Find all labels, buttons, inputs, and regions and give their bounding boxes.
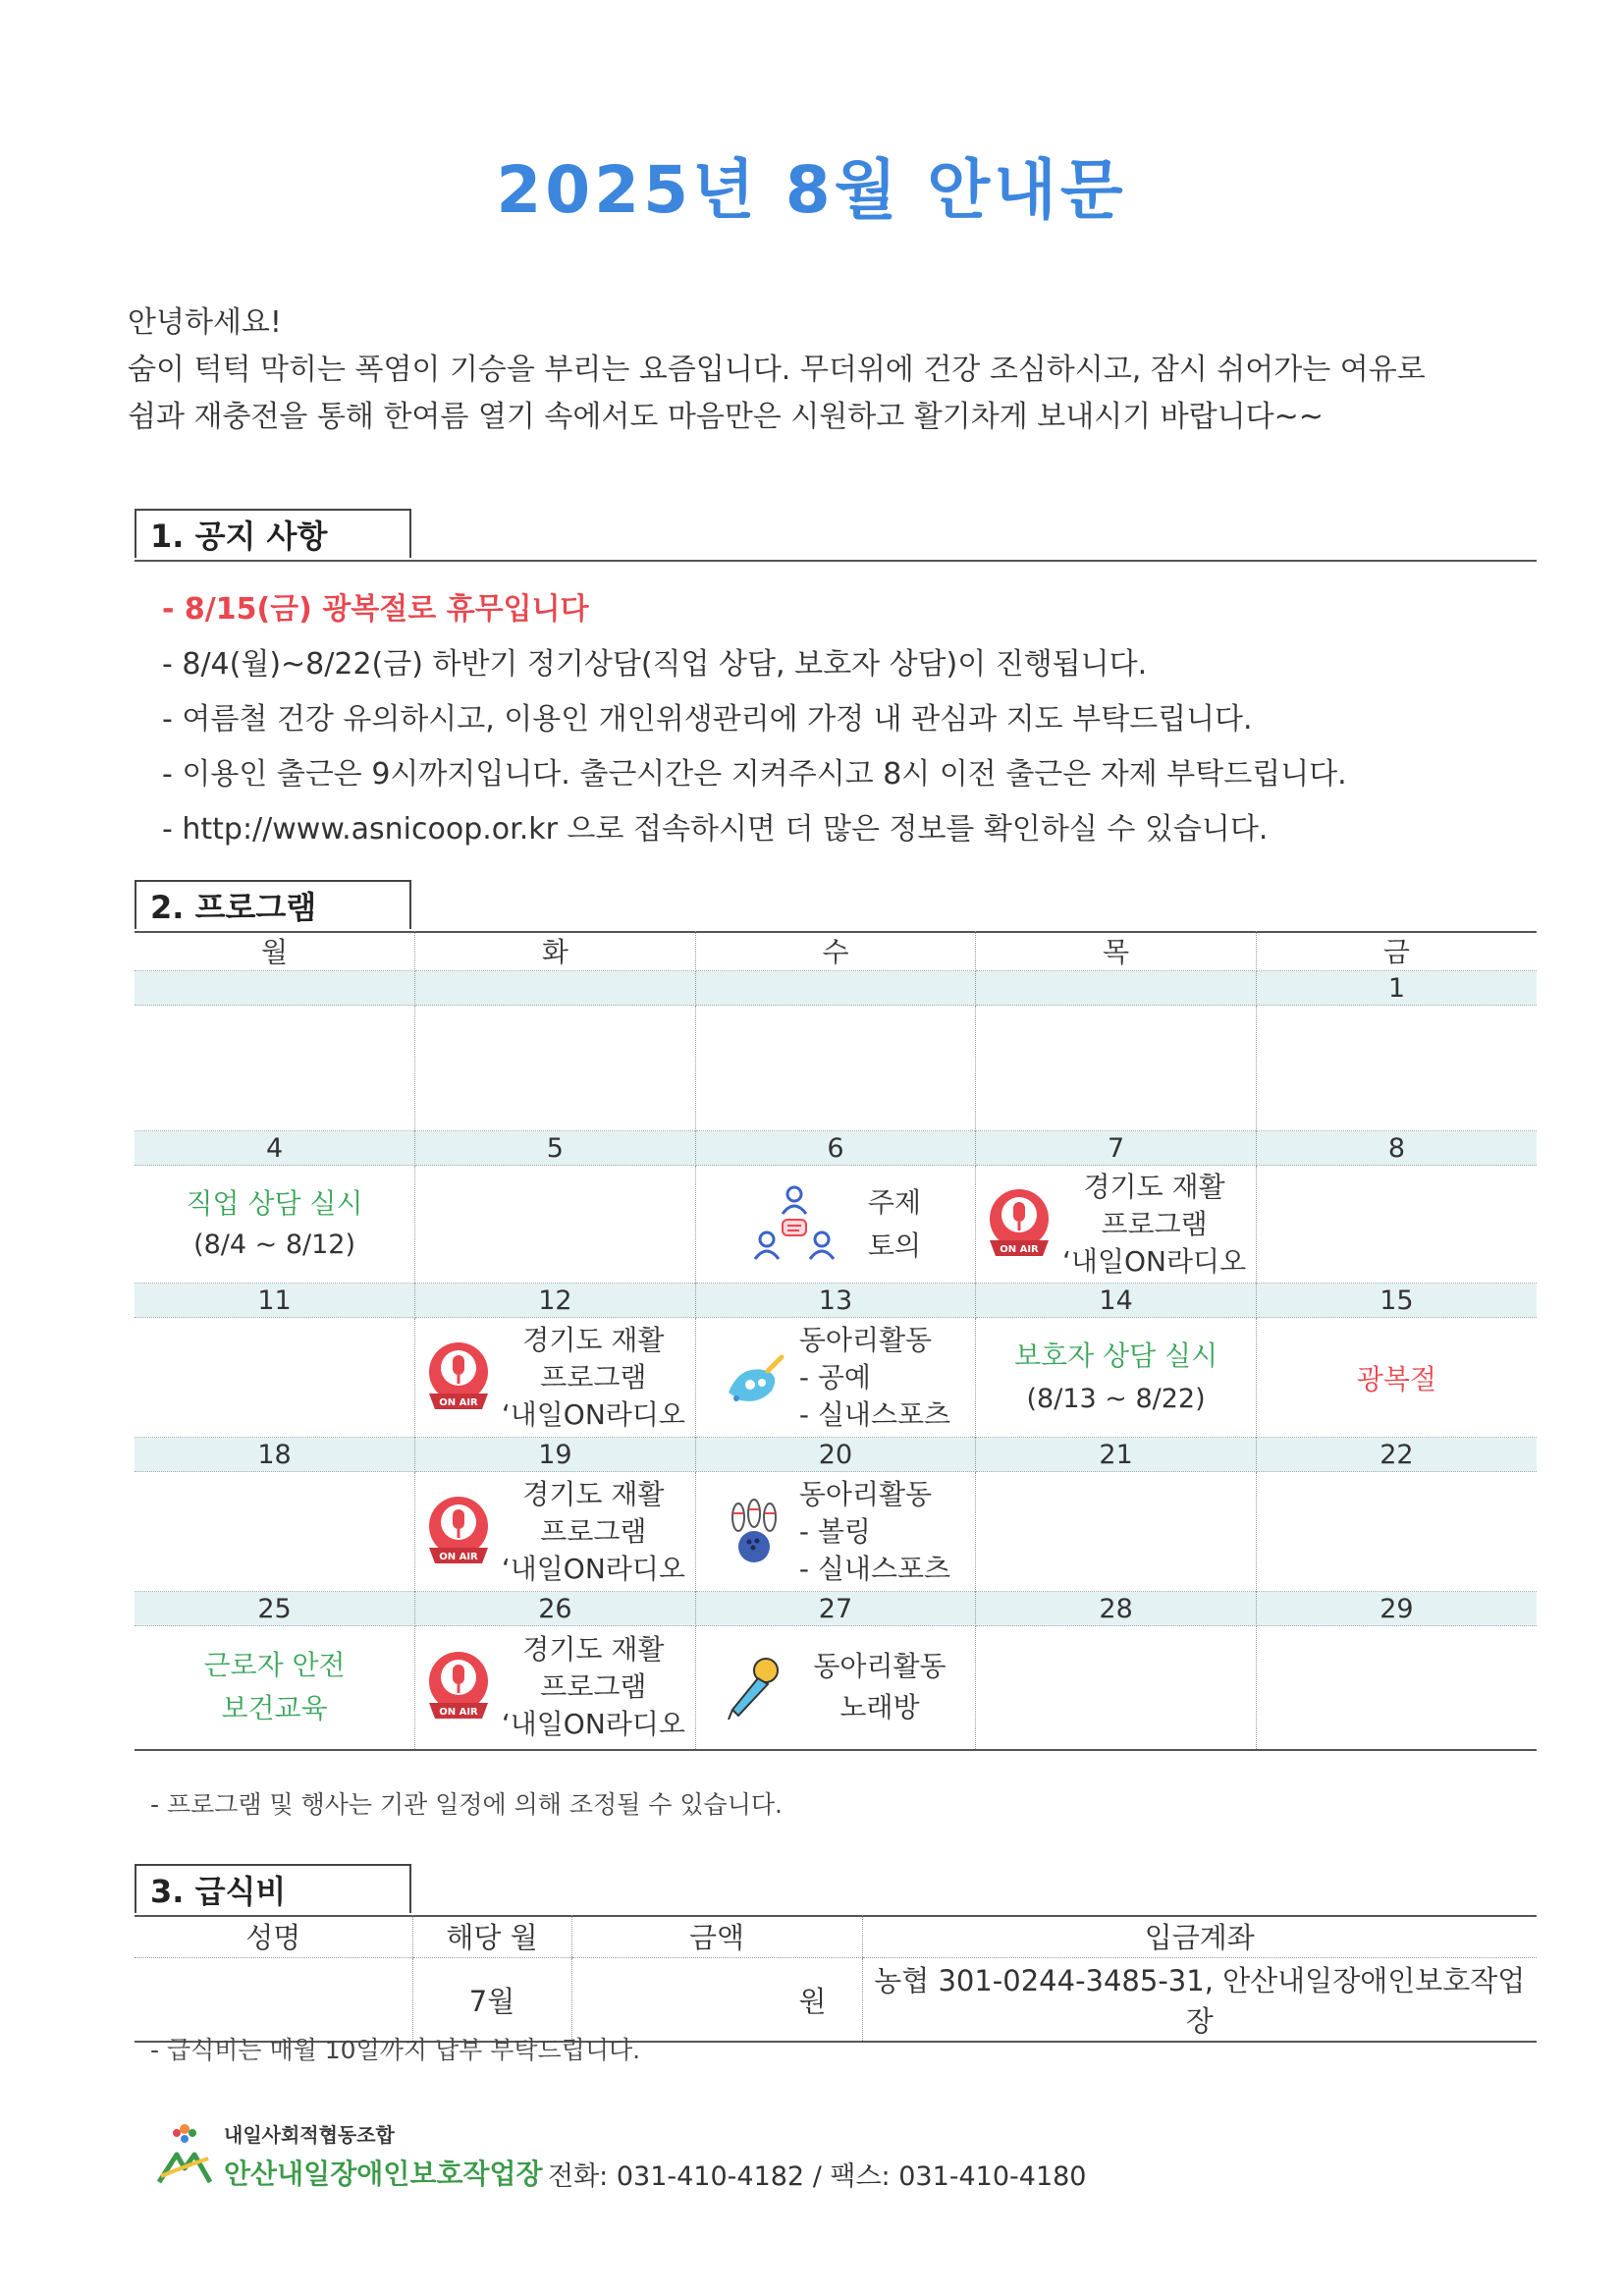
club-line: - 볼링 xyxy=(798,1514,871,1548)
notice-item: - 이용인 출근은 9시까지입니다. 출근시간은 지켜주시고 8시 이전 출근은 자제 부탁드립니다. xyxy=(162,757,1347,792)
date-cell-holiday: 15 xyxy=(1256,1284,1537,1318)
event-cell xyxy=(695,1472,976,1592)
date-cell xyxy=(415,971,696,1006)
section-meal-header xyxy=(135,1864,1537,1917)
club-line: 동아리활동 xyxy=(798,1477,933,1510)
org-name: 안산내일장애인보호작업장 xyxy=(224,2158,543,2190)
event-cell xyxy=(415,1006,696,1131)
program-note: - 프로그램 및 행사는 기관 일정에 의해 조정될 수 있습니다. xyxy=(150,1790,783,1819)
radio-line: 경기도 재활 xyxy=(522,1323,665,1356)
radio-line: ‘내일ON라디오 xyxy=(501,1397,685,1431)
date-cell: 11 xyxy=(135,1284,415,1318)
job-counsel-label: 직업 상담 실시 xyxy=(186,1186,363,1220)
radio-line: 프로그램 xyxy=(540,1514,647,1548)
meal-fee-note: - 급식비는 매월 10일까지 납부 부탁드립니다. xyxy=(150,2036,641,2064)
club-line: - 실내스포츠 xyxy=(798,1552,951,1585)
event-cell xyxy=(135,1626,415,1750)
on-air-radio-icon xyxy=(425,1493,492,1571)
radio-line: 프로그램 xyxy=(540,1670,647,1704)
page-title: 2025년 8월 안내문 xyxy=(496,152,1127,228)
section-heading: 1. 공지 사항 xyxy=(135,509,411,558)
intro-line: 안녕하세요! xyxy=(128,305,282,340)
radio-line: 경기도 재활 xyxy=(522,1633,665,1667)
event-cell xyxy=(135,1472,415,1592)
radio-line: 경기도 재활 xyxy=(522,1477,665,1510)
date-cell xyxy=(976,971,1257,1006)
date-cell: 13 xyxy=(695,1284,976,1318)
guardian-counsel-dates: (8/13 ~ 8/22) xyxy=(1026,1383,1206,1414)
account-cell: 농협 301-0244-3485-31, 안산내일장애인보호작업장 xyxy=(862,1958,1537,2043)
discussion-icon xyxy=(750,1180,839,1269)
event-cell xyxy=(695,1166,976,1284)
column-header: 금액 xyxy=(571,1915,862,1958)
guardian-counsel-label: 보호자 상담 실시 xyxy=(1014,1339,1218,1372)
date-cell: 28 xyxy=(976,1592,1257,1626)
weekday-header: 화 xyxy=(415,931,696,971)
date-cell: 22 xyxy=(1256,1438,1537,1472)
intro-line: 쉼과 재충전을 통해 한여름 열기 속에서도 마음만은 시원하고 활기차게 보내시기 바랍니다~~ xyxy=(128,400,1324,434)
date-cell xyxy=(695,971,976,1006)
date-cell: 18 xyxy=(135,1438,415,1472)
radio-line: 프로그램 xyxy=(1101,1207,1208,1240)
event-cell xyxy=(976,1006,1257,1131)
name-cell xyxy=(135,1958,412,2043)
weekday-header: 금 xyxy=(1256,931,1537,971)
amount-cell: 원 xyxy=(571,1958,862,2043)
club-line: - 공예 xyxy=(798,1360,871,1394)
safety-edu-line: 근로자 안전 xyxy=(203,1649,346,1682)
date-cell: 5 xyxy=(415,1131,696,1166)
event-cell xyxy=(1256,1166,1537,1284)
club-line: - 실내스포츠 xyxy=(798,1397,951,1431)
holiday-label: 광복절 xyxy=(1356,1362,1437,1395)
date-cell: 20 xyxy=(695,1438,976,1472)
intro-line: 숨이 턱턱 막히는 폭염이 기승을 부리는 요즘입니다. 무더위에 건강 조심하시고, 잠시 쉬어가는 여유로 xyxy=(128,353,1426,387)
org-subtitle: 내일사회적협동조합 xyxy=(224,2123,395,2147)
weekday-header: 월 xyxy=(135,931,415,971)
notice-item: - 여름철 건강 유의하시고, 이용인 개인위생관리에 가정 내 관심과 지도 부탁드립니다. xyxy=(162,702,1253,737)
event-cell xyxy=(976,1472,1257,1592)
svg-text:ON AIR: ON AIR xyxy=(1000,1243,1039,1255)
notice-item: - 8/15(금) 광복절로 휴무입니다 xyxy=(162,592,589,627)
craft-icon xyxy=(721,1343,789,1412)
on-air-radio-icon xyxy=(425,1339,492,1417)
logo-icon xyxy=(155,2119,214,2188)
notice-list xyxy=(162,582,1347,857)
date-cell: 21 xyxy=(976,1438,1257,1472)
topic-line: 주제 xyxy=(867,1185,922,1219)
event-cell xyxy=(1256,1006,1537,1131)
section-heading: 3. 급식비 xyxy=(135,1864,411,1913)
svg-text:ON AIR: ON AIR xyxy=(439,1551,478,1562)
event-cell xyxy=(415,1318,696,1438)
bowling-icon xyxy=(721,1498,789,1566)
contact-info: 전화: 031-410-4182 / 팩스: 031-410-4180 xyxy=(548,2161,1087,2192)
date-cell: 12 xyxy=(415,1284,696,1318)
program-calendar xyxy=(135,931,1537,1751)
event-cell xyxy=(135,1166,415,1284)
microphone-icon xyxy=(725,1653,784,1722)
event-cell xyxy=(415,1166,696,1284)
event-cell xyxy=(695,1626,976,1750)
event-cell xyxy=(695,1006,976,1131)
date-cell: 14 xyxy=(976,1284,1257,1318)
date-cell: 19 xyxy=(415,1438,696,1472)
date-cell xyxy=(135,971,415,1006)
radio-line: ‘내일ON라디오 xyxy=(501,1708,685,1741)
club-line: 동아리활동 xyxy=(798,1323,933,1356)
topic-line: 토의 xyxy=(867,1229,922,1262)
date-cell: 6 xyxy=(695,1131,976,1166)
event-cell xyxy=(976,1166,1257,1284)
event-cell xyxy=(415,1626,696,1750)
event-cell xyxy=(976,1626,1257,1750)
date-cell: 4 xyxy=(135,1131,415,1166)
date-cell: 8 xyxy=(1256,1131,1537,1166)
intro-text xyxy=(128,300,1532,441)
svg-text:ON AIR: ON AIR xyxy=(439,1396,478,1408)
safety-edu-line: 보건교육 xyxy=(221,1692,328,1725)
section-program-header xyxy=(135,880,1537,933)
event-cell xyxy=(415,1472,696,1592)
date-cell: 7 xyxy=(976,1131,1257,1166)
notice-item: - http://www.asnicoop.or.kr 으로 접속하시면 더 많은 정보를 확인하실 수 있습니다. xyxy=(162,812,1269,847)
on-air-radio-icon xyxy=(986,1185,1053,1264)
notice-item: - 8/4(월)~8/22(금) 하반기 정기상담(직업 상담, 보호자 상담)이 진행됩니다. xyxy=(162,647,1148,682)
event-cell xyxy=(1256,1626,1537,1750)
radio-line: 경기도 재활 xyxy=(1083,1170,1225,1203)
date-cell: 1 xyxy=(1256,971,1537,1006)
column-header: 해당 월 xyxy=(412,1915,571,1958)
event-cell xyxy=(135,1318,415,1438)
date-cell: 27 xyxy=(695,1592,976,1626)
weekday-header: 수 xyxy=(695,931,976,971)
event-cell xyxy=(1256,1318,1537,1438)
section-heading: 2. 프로그램 xyxy=(135,880,411,929)
section-notices-header xyxy=(135,509,1537,562)
club-line: 노래방 xyxy=(839,1691,920,1724)
event-cell xyxy=(135,1006,415,1131)
radio-line: ‘내일ON라디오 xyxy=(501,1552,685,1585)
radio-line: ‘내일ON라디오 xyxy=(1062,1244,1247,1278)
weekday-header: 목 xyxy=(976,931,1257,971)
date-cell: 29 xyxy=(1256,1592,1537,1626)
on-air-radio-icon xyxy=(425,1648,492,1726)
job-counsel-dates: (8/4 ~ 8/12) xyxy=(193,1229,356,1260)
meal-fee-table xyxy=(135,1915,1537,2043)
event-cell xyxy=(976,1318,1257,1438)
event-cell xyxy=(695,1318,976,1438)
column-header: 성명 xyxy=(135,1915,412,1958)
date-cell: 25 xyxy=(135,1592,415,1626)
event-cell xyxy=(1256,1472,1537,1592)
date-cell: 26 xyxy=(415,1592,696,1626)
radio-line: 프로그램 xyxy=(540,1360,647,1394)
club-line: 동아리활동 xyxy=(813,1650,947,1683)
column-header: 입금계좌 xyxy=(862,1915,1537,1958)
month-cell: 7월 xyxy=(412,1958,571,2043)
svg-text:ON AIR: ON AIR xyxy=(439,1707,478,1719)
